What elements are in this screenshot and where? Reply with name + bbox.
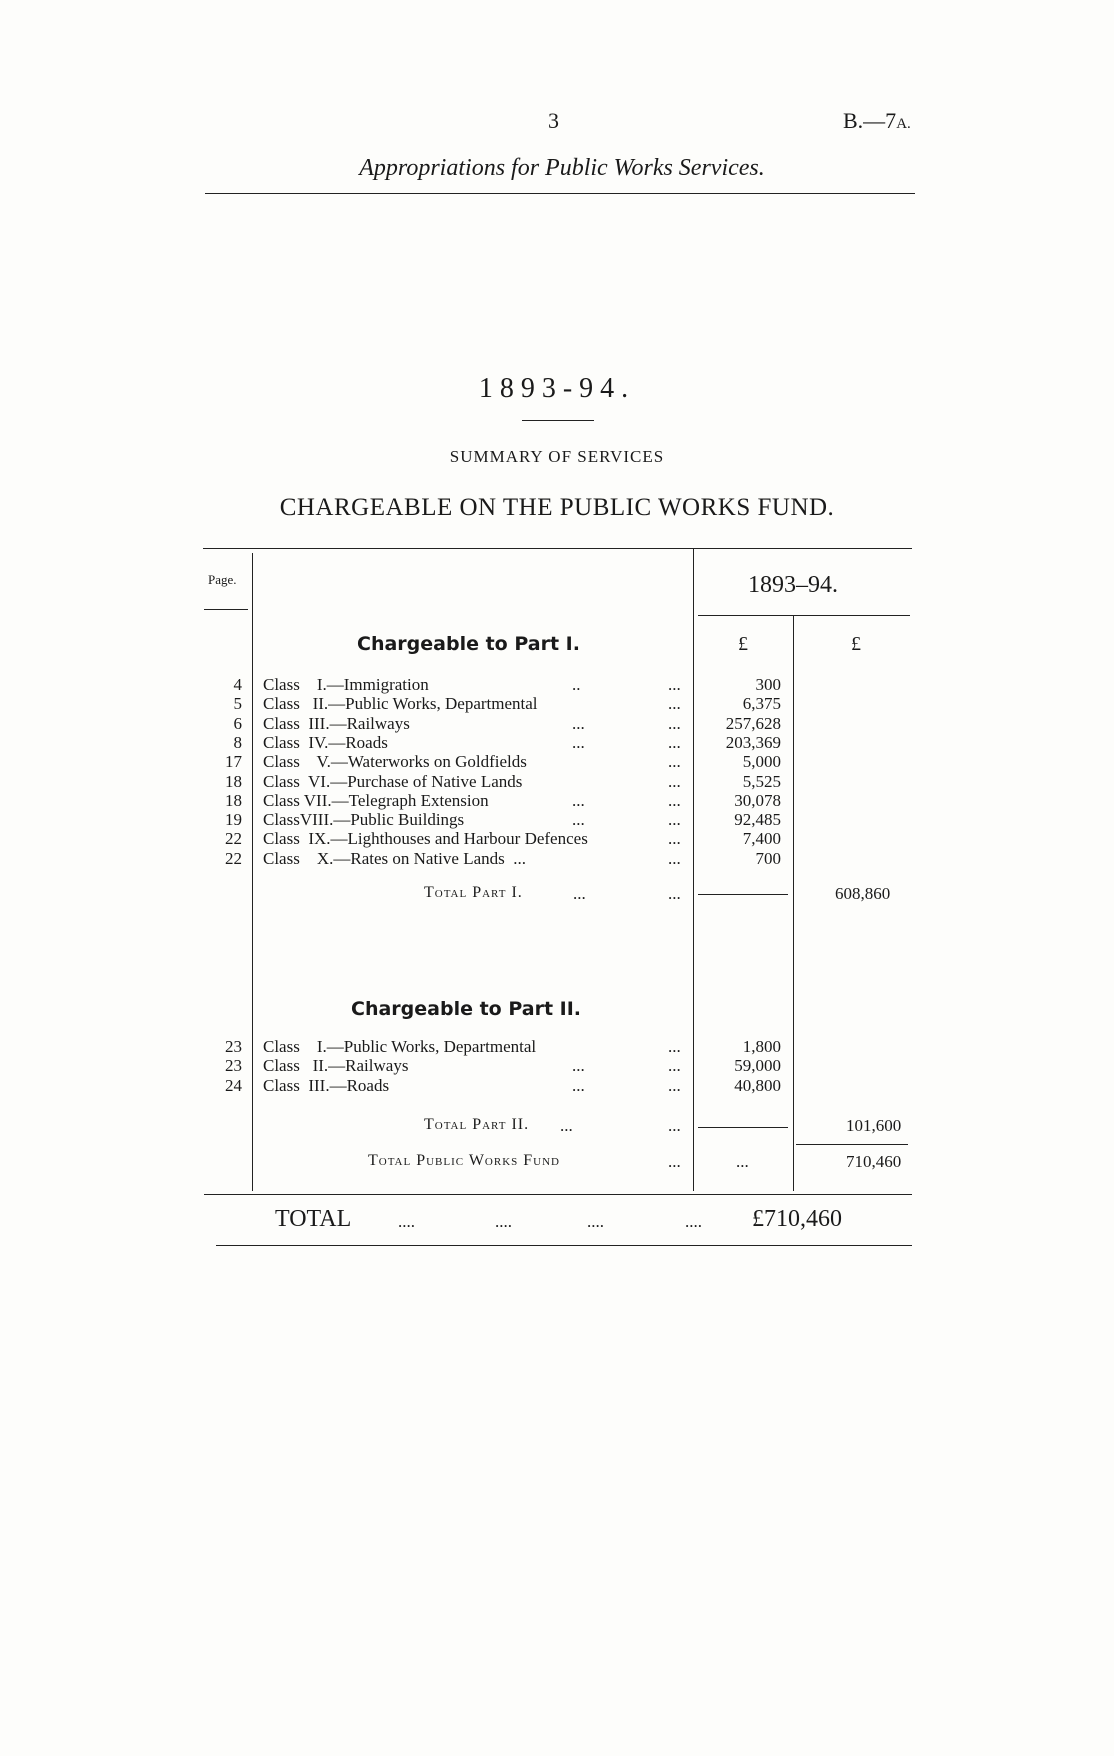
table-row bbox=[0, 1056, 1114, 1075]
row-amount: 1,800 bbox=[742, 1037, 781, 1056]
row-dots: ... bbox=[668, 848, 681, 868]
chargeable-heading: CHARGEABLE ON THE PUBLIC WORKS FUND. bbox=[279, 494, 835, 521]
row-description: Class I.—Immigration bbox=[263, 675, 429, 694]
row-dots: ... bbox=[668, 1075, 681, 1095]
part-2-total-label: Total Part II. bbox=[424, 1116, 530, 1133]
document-reference bbox=[843, 108, 911, 134]
fund-total-placeholder: ... bbox=[736, 1152, 749, 1171]
row-description: ClassVIII.—Public Buildings bbox=[263, 810, 465, 830]
currency-header-items: £ bbox=[738, 633, 748, 655]
page-title: Appropriations for Public Works Services. bbox=[359, 155, 765, 181]
row-dots: ... bbox=[668, 713, 681, 733]
row-description: Class I.—Public Works, Departmental bbox=[263, 1037, 537, 1056]
row-amount: 5,000 bbox=[742, 752, 781, 772]
part-1-total-label: Total Part I. bbox=[424, 884, 523, 901]
currency-header-totals: £ bbox=[851, 633, 861, 655]
row-amount: 700 bbox=[755, 848, 781, 868]
part-2-sum-rule bbox=[698, 1127, 788, 1128]
row-mid-dots: .. bbox=[572, 675, 581, 694]
row-page-number: 4 bbox=[233, 675, 242, 694]
row-dots: ... bbox=[668, 810, 681, 830]
grand-total-amount: £710,460 bbox=[752, 1206, 842, 1232]
table-row bbox=[0, 675, 1114, 694]
part-2-total-mid-dots: ... bbox=[560, 1116, 573, 1135]
part-1-total-amount: 608,860 bbox=[835, 884, 891, 903]
row-page-number: 22 bbox=[225, 829, 242, 849]
fund-total-dots: ... bbox=[668, 1152, 681, 1171]
row-description: Class III.—Roads bbox=[263, 1075, 390, 1095]
row-amount: 7,400 bbox=[742, 829, 781, 849]
table-row bbox=[0, 1076, 1114, 1095]
row-amount: 92,485 bbox=[734, 810, 781, 830]
grand-total-label: TOTAL bbox=[275, 1206, 352, 1232]
row-mid-dots: ... bbox=[572, 790, 585, 810]
year-underline bbox=[522, 420, 594, 421]
row-dots: ... bbox=[668, 1056, 681, 1076]
part-1-heading: Chargeable to Part I. bbox=[357, 633, 580, 655]
table-row bbox=[0, 1037, 1114, 1056]
row-page-number: 17 bbox=[225, 752, 242, 772]
row-description: Class IX.—Lighthouses and Harbour Defences bbox=[263, 829, 588, 849]
row-amount: 6,375 bbox=[742, 694, 781, 714]
header-rule bbox=[205, 193, 915, 194]
row-amount: 257,628 bbox=[725, 713, 781, 733]
page-column-divider bbox=[252, 553, 253, 1191]
part-1-sum-rule bbox=[698, 894, 788, 895]
table-row bbox=[0, 714, 1114, 733]
row-amount: 203,369 bbox=[725, 732, 781, 752]
row-mid-dots: ... bbox=[572, 713, 585, 733]
row-page-number: 5 bbox=[233, 694, 242, 714]
row-page-number: 24 bbox=[225, 1075, 242, 1095]
row-description: Class V.—Waterworks on Goldfields bbox=[263, 752, 527, 772]
page-header-rule bbox=[204, 609, 248, 610]
row-mid-dots: ... bbox=[572, 732, 585, 752]
year-column-header: 1893–94. bbox=[748, 572, 838, 598]
table-top-rule bbox=[203, 548, 912, 549]
row-page-number: 6 bbox=[233, 713, 242, 733]
row-page-number: 23 bbox=[225, 1037, 242, 1056]
document-reference-prefix: B.—7 bbox=[843, 108, 897, 133]
row-dots: ... bbox=[668, 829, 681, 849]
year-heading: 1893-94. bbox=[478, 373, 636, 404]
summary-heading: SUMMARY OF SERVICES bbox=[449, 447, 665, 466]
fund-total-rule bbox=[796, 1144, 908, 1145]
fund-total-label: Total Public Works Fund bbox=[368, 1152, 561, 1169]
fund-total-amount: 710,460 bbox=[846, 1152, 902, 1171]
grand-total-rule bbox=[216, 1245, 912, 1246]
row-mid-dots: ... bbox=[572, 1075, 585, 1095]
row-description: Class IV.—Roads bbox=[263, 732, 388, 752]
row-description: Class II.—Public Works, Departmental bbox=[263, 694, 538, 714]
table-bottom-rule bbox=[204, 1194, 912, 1195]
table-row bbox=[0, 810, 1114, 829]
year-header-rule bbox=[698, 615, 910, 616]
table-row bbox=[0, 791, 1114, 810]
row-mid-dots: ... bbox=[572, 810, 585, 830]
table-row bbox=[0, 733, 1114, 752]
row-dots: ... bbox=[668, 694, 681, 714]
row-page-number: 19 bbox=[225, 810, 242, 830]
part-1-total-mid-dots: ... bbox=[573, 884, 586, 903]
grand-total-dots-3: .... bbox=[587, 1212, 604, 1231]
table-row bbox=[0, 694, 1114, 713]
page-number: 3 bbox=[548, 108, 559, 133]
part-1-total-dots: ... bbox=[668, 884, 681, 903]
table-row bbox=[0, 829, 1114, 848]
row-description: Class VII.—Telegraph Extension bbox=[263, 790, 489, 810]
part-2-heading: Chargeable to Part II. bbox=[351, 998, 581, 1020]
row-amount: 5,525 bbox=[742, 771, 781, 791]
part-2-total-amount: 101,600 bbox=[846, 1116, 902, 1135]
document-reference-suffix: A. bbox=[896, 116, 911, 132]
row-dots: ... bbox=[668, 771, 681, 791]
row-dots: ... bbox=[668, 790, 681, 810]
row-amount: 59,000 bbox=[734, 1056, 781, 1076]
row-dots: ... bbox=[668, 732, 681, 752]
row-description: Class III.—Railways bbox=[263, 713, 410, 733]
row-description: Class II.—Railways bbox=[263, 1056, 409, 1076]
row-dots: ... bbox=[668, 752, 681, 772]
row-page-number: 8 bbox=[233, 732, 242, 752]
row-amount: 40,800 bbox=[734, 1075, 781, 1095]
row-dots: ... bbox=[668, 1037, 681, 1056]
part-2-total-dots: ... bbox=[668, 1116, 681, 1135]
grand-total-dots-2: .... bbox=[495, 1212, 512, 1231]
row-amount: 30,078 bbox=[734, 790, 781, 810]
page-column-header: Page. bbox=[208, 572, 237, 587]
table-row bbox=[0, 849, 1114, 868]
table-row bbox=[0, 772, 1114, 791]
grand-total-dots-1: .... bbox=[398, 1212, 415, 1231]
row-description: Class VI.—Purchase of Native Lands bbox=[263, 771, 523, 791]
row-description: Class X.—Rates on Native Lands ... bbox=[263, 848, 526, 868]
row-dots: ... bbox=[668, 675, 681, 694]
row-mid-dots: ... bbox=[572, 1056, 585, 1076]
row-page-number: 23 bbox=[225, 1056, 242, 1076]
grand-total-dots-4: .... bbox=[685, 1212, 702, 1231]
row-page-number: 22 bbox=[225, 848, 242, 868]
row-amount: 300 bbox=[755, 675, 781, 694]
table-row bbox=[0, 752, 1114, 771]
row-page-number: 18 bbox=[225, 790, 242, 810]
row-page-number: 18 bbox=[225, 771, 242, 791]
